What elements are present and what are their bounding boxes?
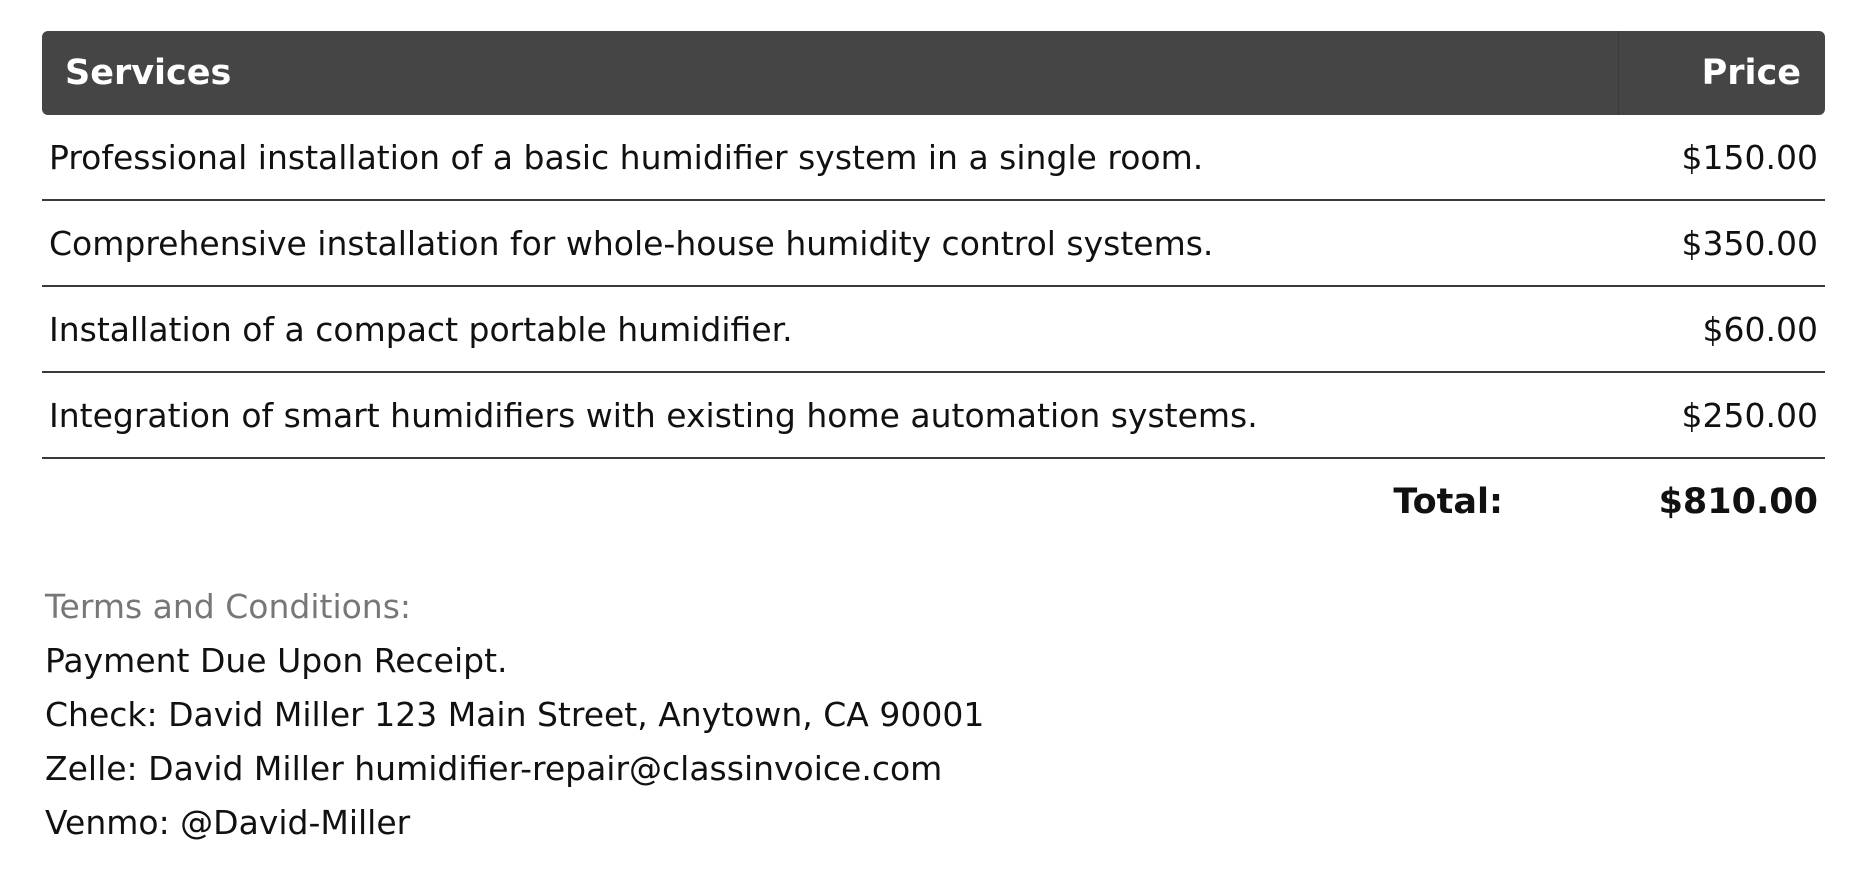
table-header — [42, 31, 1825, 115]
service-price: $60.00 — [1702, 309, 1818, 349]
services-table — [42, 31, 1825, 545]
total-value: $810.00 — [1658, 482, 1818, 522]
price-column-header: Price — [1701, 53, 1801, 93]
terms-line-check: Check: David Miller 123 Main Street, Anytown, CA 90001 — [45, 695, 985, 734]
service-description: Integration of smart humidifiers with existing home automation systems. — [49, 395, 1258, 435]
service-price: $150.00 — [1681, 137, 1818, 177]
service-description: Installation of a compact portable humidifier. — [49, 309, 793, 349]
service-description: Professional installation of a basic humidifier system in a single room. — [49, 137, 1204, 177]
service-price: $250.00 — [1681, 395, 1818, 435]
total-row — [42, 459, 1825, 545]
terms-line-venmo: Venmo: @David-Miller — [45, 803, 411, 842]
table-row — [42, 115, 1825, 201]
terms-line-payment: Payment Due Upon Receipt. — [45, 641, 508, 680]
service-price: $350.00 — [1681, 223, 1818, 263]
services-column-header: Services — [42, 31, 1619, 115]
terms-heading: Terms and Conditions: — [45, 587, 412, 626]
terms-section — [45, 580, 984, 850]
service-description: Comprehensive installation for whole-house humidity control systems. — [49, 223, 1214, 263]
total-label: Total: — [1393, 482, 1503, 522]
table-row — [42, 201, 1825, 287]
table-row — [42, 373, 1825, 459]
table-row — [42, 287, 1825, 373]
terms-line-zelle: Zelle: David Miller humidifier-repair@classinvoice.com — [45, 749, 943, 788]
